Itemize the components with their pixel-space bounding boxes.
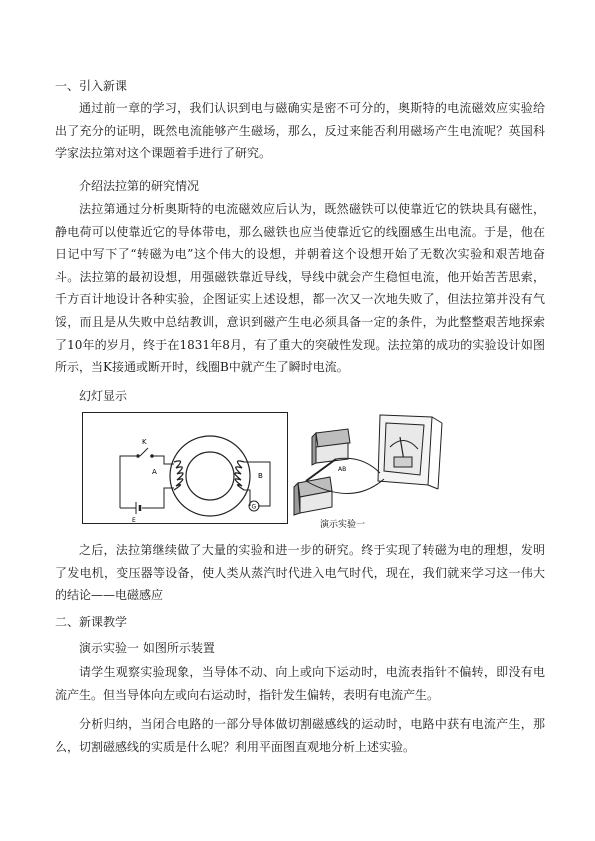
coil-a <box>174 461 183 490</box>
observe-paragraph: 请学生观察实验现象，当导体不动、向上或向下运动时，电流表指针不偏转，即没有电流产生。但当导体向左或向右运动时，指针发生偏转，表明有电流产生。 <box>55 665 545 702</box>
iron-ring-inner <box>186 452 234 500</box>
slide-label: 幻灯显示 <box>79 389 128 403</box>
intro-paragraph: 通过前一章的学习，我们认识到电与磁确实是密不可分的，奥斯特的电流磁效应实验给出了充分的证明，既然电流能够产生磁场，那么，反过来能否利用磁场产生电流呢？英国科学家法拉第对这个课题着手进行了研究。 <box>55 101 545 161</box>
faraday-subheading: 介绍法拉第的研究情况 <box>79 179 200 193</box>
faraday-paragraph: 法拉第通过分析奥斯特的电流磁效应后认为，既然磁铁可以使靠近它的铁块具有磁性，静电荷可以使靠近它的导体带电，那么磁铁也应当使靠近它的线圈感生出电流。于是，他在日记中写下了“转磁为电”这个伟大的设想，并朝着这个设想开始了无数次实验和艰苦地奋斗。法拉第的最初设想，用强磁铁靠近导线，导线中就会产生稳恒电流，他开始苦苦思索，千方百计地设计各种实验，企图证实上述设想，都一次又一次地失败了，但法拉第并没有气馁，而且是从失败中总结教训，意识到磁产生电必须具备一定的条件，为此整整艰苦地探索了10年的岁月，终于在1831年8月，有了重大的突破性发现。法拉第的成功的实验设计如图所示，当K接通或断开时，线圈B中就产生了瞬时电流。 <box>55 202 545 375</box>
figure-caption: 演示实验一 <box>320 520 366 530</box>
analysis-paragraph: 分析归纳，当闭合电路的一部分导体做切割磁感线的运动时，电路中获有电流产生，那么，切割磁感线的实质是什么呢？利用平面图直观地分析上述实验。 <box>55 717 545 754</box>
demo-apparatus-figure <box>292 411 452 533</box>
label-battery: E <box>132 517 136 524</box>
switch-wire <box>152 456 174 464</box>
section1-heading: 一、引入新课 <box>55 79 128 93</box>
faraday-ring-diagram <box>82 412 288 524</box>
switch-blade <box>140 448 148 456</box>
label-k: K <box>142 438 147 446</box>
right-wire <box>244 462 270 506</box>
return-wire <box>142 488 174 508</box>
after-paragraph: 之后，法拉第继续做了大量的实验和进一步的研究。终于实现了转磁为电的理想，发明了发电机，变压器等设备，使人类从蒸汽时代进入电气时代，现在，我们就来学习这一伟大的结论——电磁感应 <box>55 543 545 603</box>
label-ab: AB <box>338 466 347 473</box>
left-wire <box>120 456 136 508</box>
coil-b <box>235 461 244 490</box>
section2-heading: 二、新课教学 <box>55 615 128 629</box>
label-meter: G <box>251 503 257 511</box>
demo-title: 演示实验一 如图所示装置 <box>79 641 215 655</box>
label-b: B <box>258 472 263 480</box>
label-a: A <box>152 468 157 476</box>
